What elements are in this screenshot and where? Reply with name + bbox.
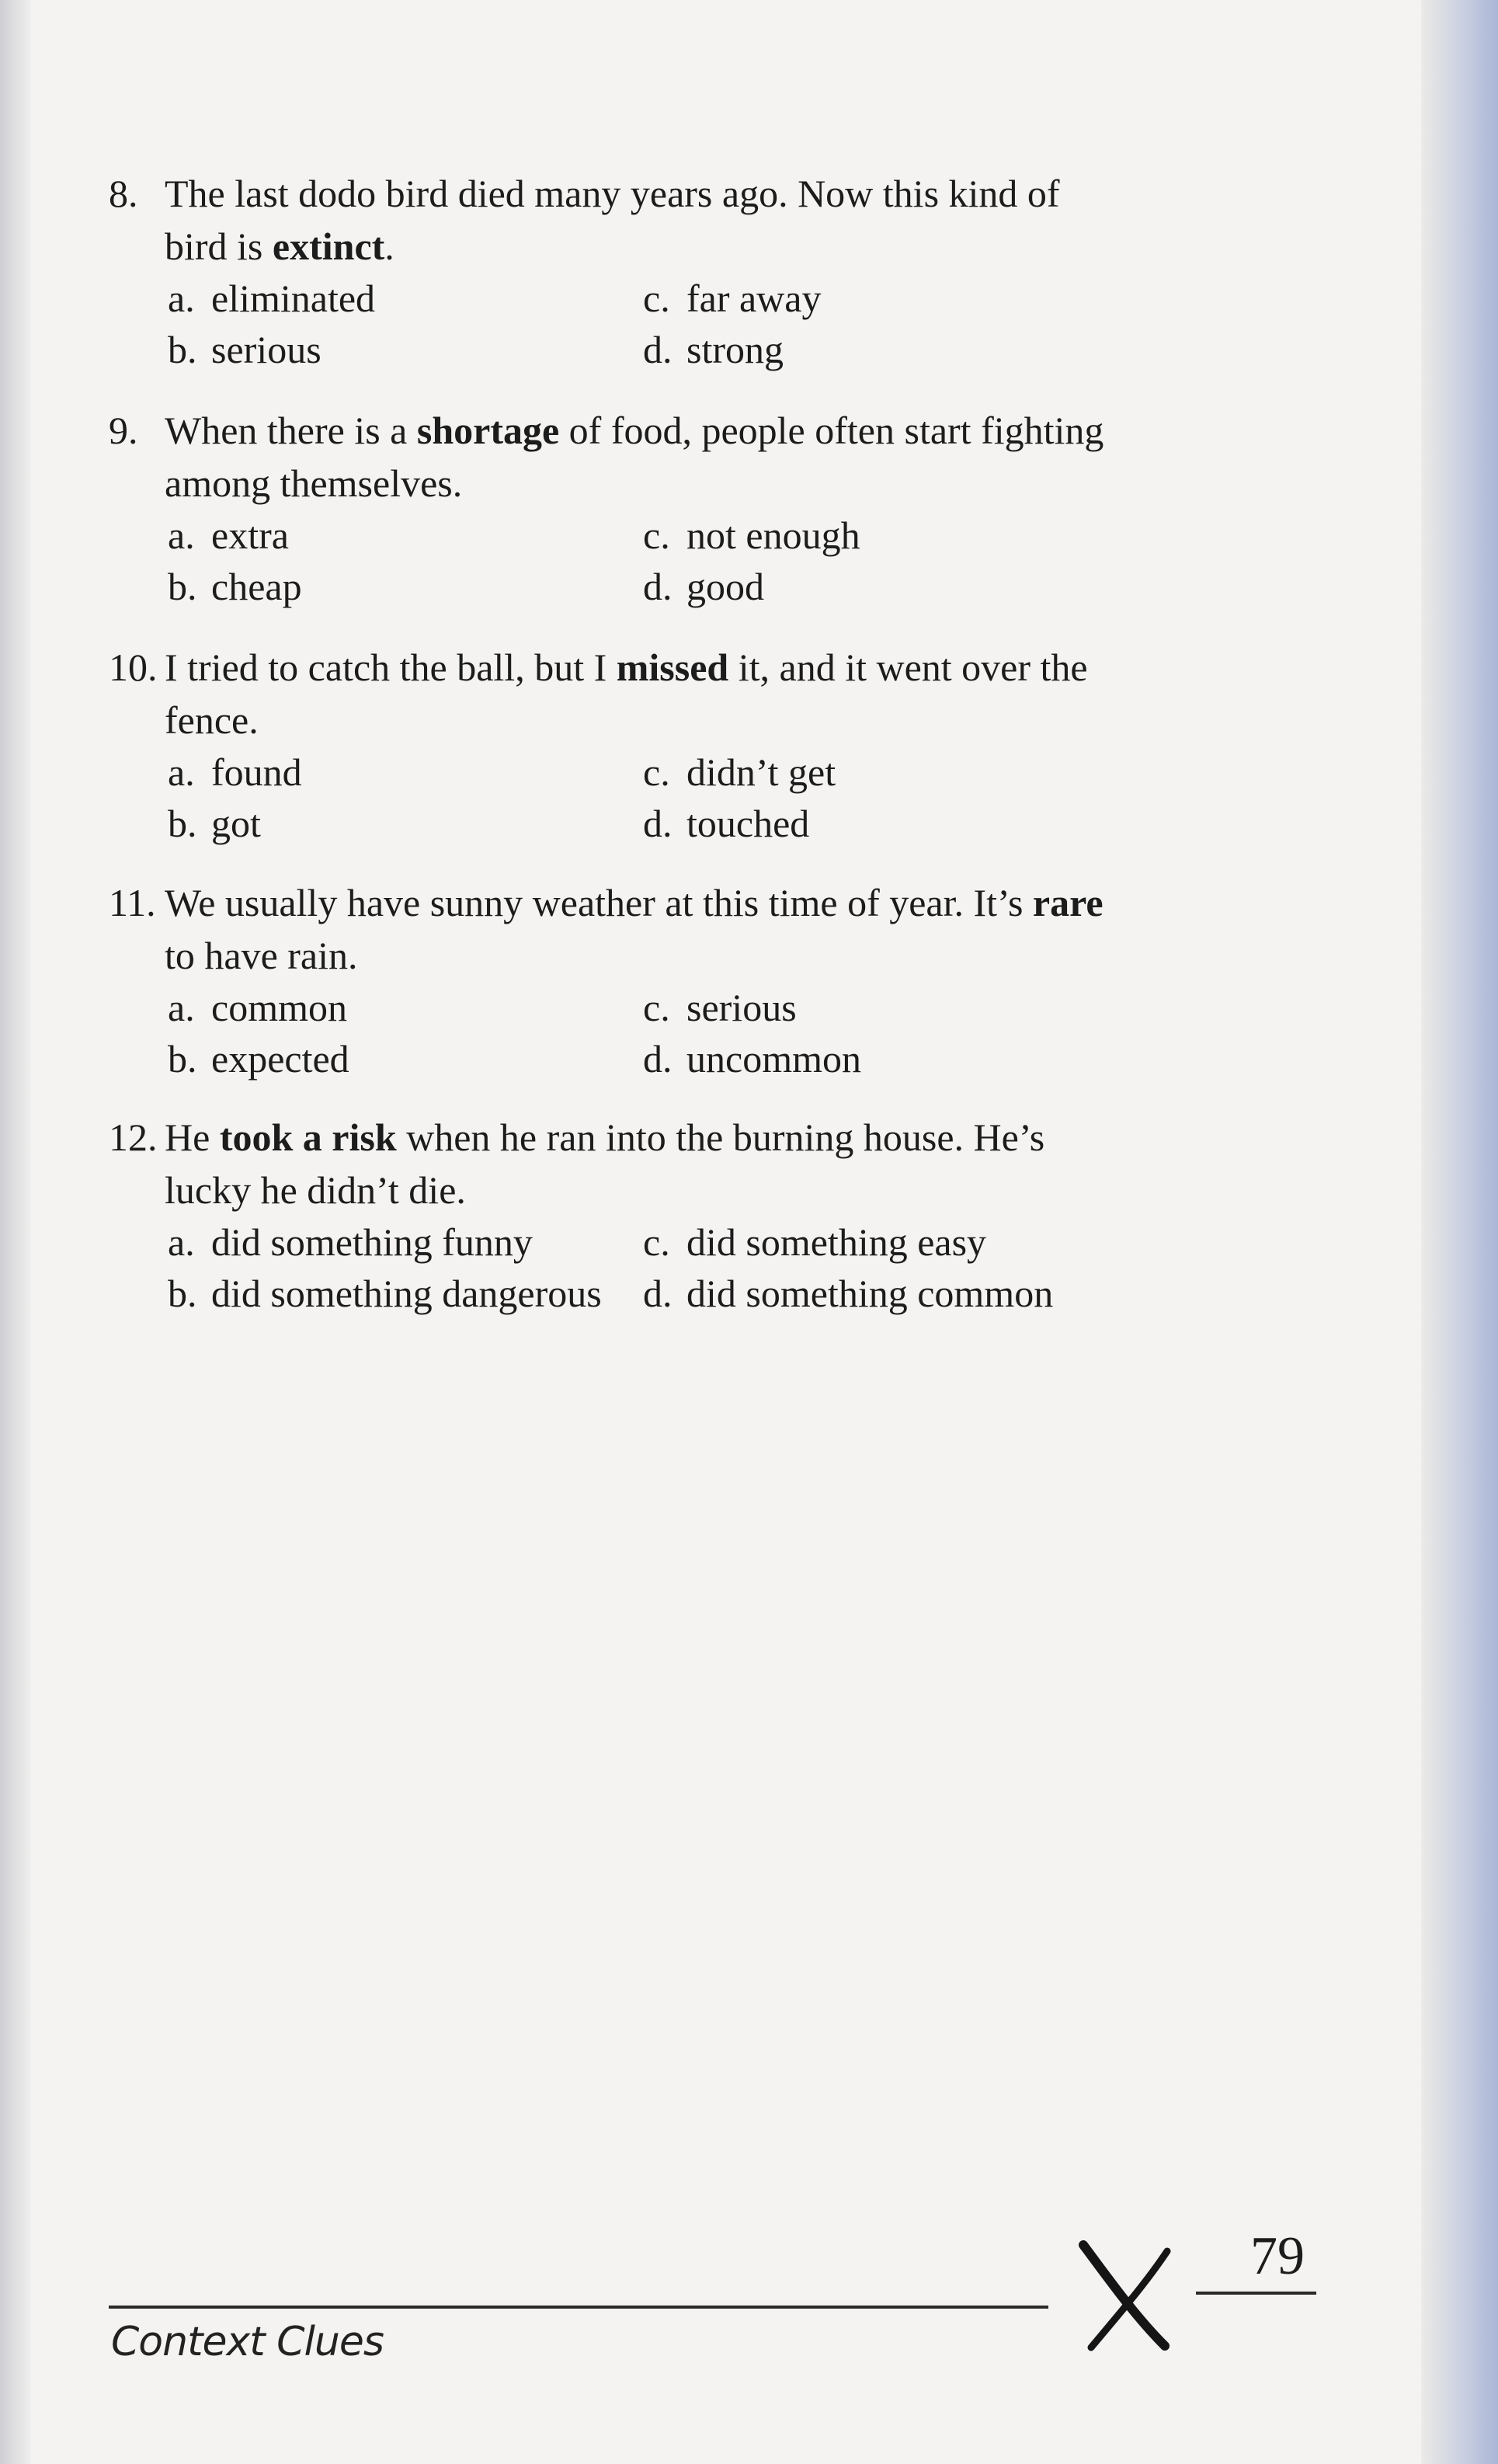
question-number: 10.: [109, 646, 158, 689]
footer-section-title: Context Clues: [111, 2319, 384, 2365]
target-word: took a risk: [219, 1115, 397, 1159]
choice-d: d. good: [643, 565, 764, 608]
question-number: 9.: [109, 409, 138, 452]
choice-d: d. uncommon: [643, 1037, 861, 1081]
choice-a: a. common: [168, 986, 347, 1029]
target-word: missed: [616, 646, 729, 689]
question-number: 11.: [109, 881, 156, 924]
question-number: 8.: [109, 172, 138, 215]
answer-choices: [168, 747, 1118, 849]
choice-a: a. did something funny: [168, 1220, 533, 1264]
question-11: [109, 876, 1118, 1084]
choice-b: b. serious: [168, 328, 321, 371]
question-text: When there is a shortage of food, people often start fighting among themselves.: [165, 409, 1104, 505]
question-8: [109, 167, 1118, 375]
target-word: extinct: [272, 224, 385, 268]
question-number: 12.: [109, 1115, 158, 1159]
crossed-pencil-icon: [1076, 2237, 1177, 2354]
page-number: 79: [1250, 2226, 1305, 2286]
choice-c: c. did something easy: [643, 1220, 987, 1264]
question-text: He took a risk when he ran into the burning house. He’s lucky he didn’t die.: [165, 1115, 1045, 1212]
choice-d: d. strong: [643, 328, 784, 371]
choice-a: a. extra: [168, 513, 289, 557]
choice-b: b. expected: [168, 1037, 349, 1081]
choice-c: c. didn’t get: [643, 750, 836, 794]
choice-b: b. cheap: [168, 565, 302, 608]
question-9: [109, 404, 1118, 612]
answer-choices: [168, 273, 1118, 375]
footer-rule: [109, 2306, 1048, 2309]
choice-b: b. did something dangerous: [168, 1272, 602, 1315]
answer-choices: [168, 982, 1118, 1084]
choice-a: a. found: [168, 750, 302, 794]
choice-c: c. not enough: [643, 513, 860, 557]
target-word: shortage: [416, 409, 560, 452]
page-edge-shadow-left: [0, 0, 31, 2464]
page-number-rule: [1196, 2292, 1316, 2295]
choice-b: b. got: [168, 802, 261, 845]
choice-d: d. did something common: [643, 1272, 1054, 1315]
question-10: [109, 641, 1118, 849]
question-text: The last dodo bird died many years ago. Now this kind of bird is extinct.: [165, 172, 1060, 268]
page-edge-shadow-right: [1421, 0, 1498, 2464]
question-text: We usually have sunny weather at this time of year. It’s rare to have rain.: [165, 881, 1104, 977]
answer-choices: [168, 510, 1118, 612]
choice-c: c. serious: [643, 986, 797, 1029]
answer-choices: [168, 1216, 1118, 1319]
question-12: [109, 1111, 1118, 1319]
target-word: rare: [1032, 881, 1104, 924]
question-text: I tried to catch the ball, but I missed it, and it went over the fence.: [165, 646, 1088, 742]
choice-d: d. touched: [643, 802, 810, 845]
choice-a: a. eliminated: [168, 277, 376, 320]
choice-c: c. far away: [643, 277, 822, 320]
